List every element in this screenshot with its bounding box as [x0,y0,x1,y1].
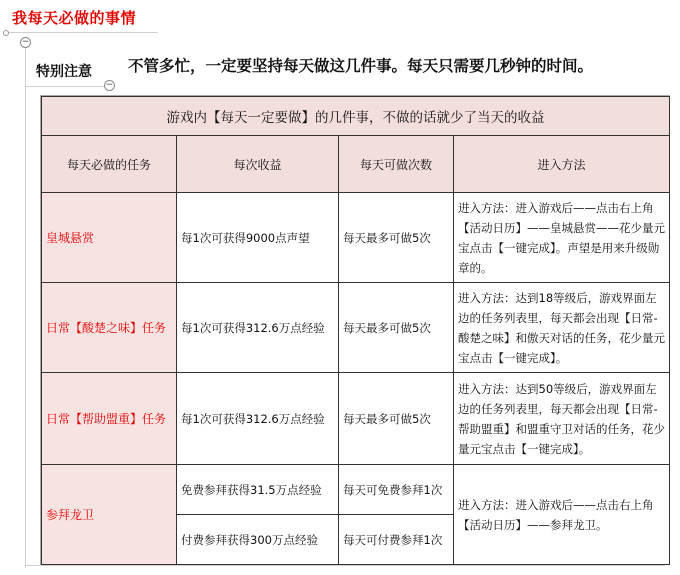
task-gain: 每1次可获得312.6万点经验 [177,373,339,465]
collapse-branch-button[interactable]: − [105,80,114,90]
task-times: 每天最多可做5次 [339,283,454,373]
task-gain: 付费参拜获得300万点经验 [177,515,339,565]
header-method: 进入方法 [454,136,670,193]
task-gain: 每1次可获得9000点声望 [177,193,339,283]
table-row [42,465,670,515]
task-name: 日常【酸楚之味】任务 [42,283,177,373]
table-row [42,193,670,283]
tree-connector-line [25,48,26,568]
branch-underline [25,86,105,87]
note-text: 不管多忙，一定要坚持每天做这几件事。每天只需要几秒钟的时间。 [128,57,594,75]
collapse-root-button[interactable]: − [21,37,30,47]
task-times: 每天最多可做5次 [339,193,454,283]
header-task: 每天必做的任务 [42,136,177,193]
table-row [42,283,670,373]
task-times: 每天最多可做5次 [339,373,454,465]
header-times: 每天可做次数 [339,136,454,193]
task-gain: 免费参拜获得31.5万点经验 [177,465,339,515]
table-row [42,373,670,465]
task-name: 日常【帮助盟重】任务 [42,373,177,465]
task-name: 皇城悬赏 [42,193,177,283]
task-gain: 每1次可获得312.6万点经验 [177,283,339,373]
task-name: 参拜龙卫 [42,465,177,565]
root-topic-title[interactable]: 我每天必做的事情 [12,9,137,27]
task-times: 每天可付费参拜1次 [339,515,454,565]
task-times: 每天可免费参拜1次 [339,465,454,515]
header-gain: 每次收益 [177,136,339,193]
branch-topic-title[interactable]: 特别注意 [36,64,92,80]
task-table-container [40,95,670,565]
table-caption: 游戏内【每天一定要做】的几件事，不做的话就少了当天的收益 [42,97,670,136]
connector-dot [3,30,9,36]
root-underline [8,32,158,33]
task-method: 进入方法：进入游戏后——点击右上角【活动日历】——参拜龙卫。 [454,465,670,565]
tree-bottom-line [25,565,665,566]
task-method: 进入方法：达到18等级后，游戏界面左边的任务列表里，每天都会出现【日常-酸楚之味】和傲天对话的任务，花少量元宝点击【一键完成】。 [454,283,670,373]
task-method: 进入方法：进入游戏后——点击右上角【活动日历】——皇城悬赏——花少量元宝点击【一键完成】。声望是用来升级勋章的。 [454,193,670,283]
task-table [41,96,670,565]
task-method: 进入方法：达到50等级后，游戏界面左边的任务列表里，每天都会出现【日常-帮助盟重】和盟重守卫对话的任务，花少量元宝点击【一键完成】。 [454,373,670,465]
